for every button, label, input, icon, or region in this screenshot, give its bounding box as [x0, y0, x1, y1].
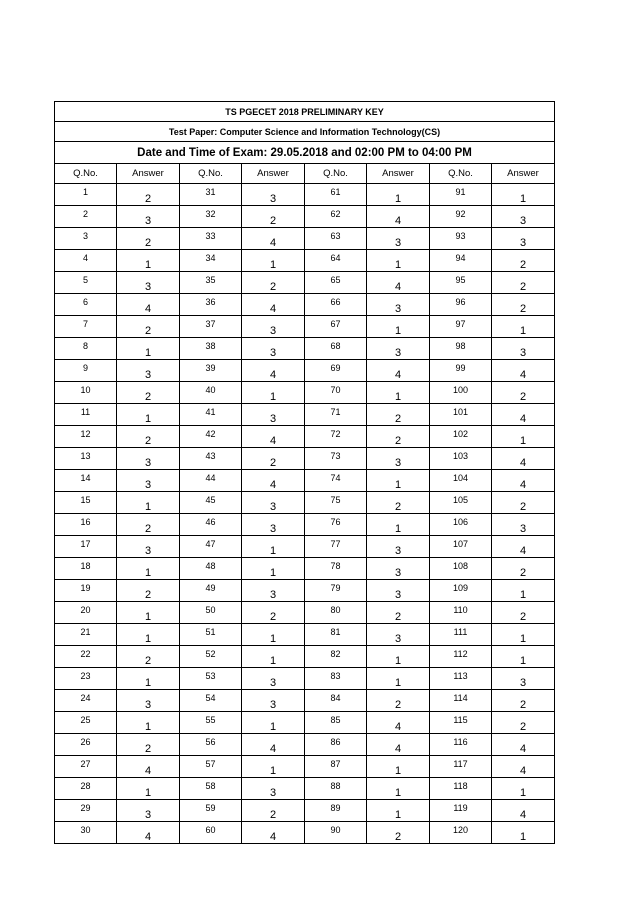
column-header: Answer — [242, 164, 305, 184]
answer-value: 2 — [117, 426, 180, 448]
table-row — [55, 580, 555, 602]
answer-value: 2 — [367, 404, 430, 426]
table-row — [55, 338, 555, 360]
question-number: 39 — [180, 360, 242, 382]
question-number: 102 — [430, 426, 492, 448]
question-number: 6 — [55, 294, 117, 316]
answer-value: 1 — [242, 756, 305, 778]
question-number: 107 — [430, 536, 492, 558]
answer-value: 1 — [367, 778, 430, 800]
answer-value: 3 — [367, 580, 430, 602]
column-header: Answer — [117, 164, 180, 184]
table-row — [55, 668, 555, 690]
question-number: 52 — [180, 646, 242, 668]
answer-value: 4 — [242, 360, 305, 382]
answer-value: 2 — [117, 316, 180, 338]
answer-value: 2 — [492, 294, 555, 316]
answer-value: 1 — [242, 536, 305, 558]
question-number: 103 — [430, 448, 492, 470]
question-number: 120 — [430, 822, 492, 844]
question-number: 7 — [55, 316, 117, 338]
answer-value: 3 — [117, 800, 180, 822]
question-number: 51 — [180, 624, 242, 646]
table-row — [55, 558, 555, 580]
question-number: 42 — [180, 426, 242, 448]
question-number: 86 — [305, 734, 367, 756]
question-number: 15 — [55, 492, 117, 514]
answer-value: 1 — [242, 624, 305, 646]
answer-value: 1 — [117, 250, 180, 272]
answer-value: 3 — [367, 448, 430, 470]
column-header: Answer — [492, 164, 555, 184]
answer-value: 3 — [242, 316, 305, 338]
question-number: 3 — [55, 228, 117, 250]
answer-value: 3 — [492, 514, 555, 536]
question-number: 67 — [305, 316, 367, 338]
question-number: 98 — [430, 338, 492, 360]
answer-value: 1 — [117, 624, 180, 646]
answer-value: 1 — [367, 470, 430, 492]
question-number: 40 — [180, 382, 242, 404]
answer-value: 1 — [492, 580, 555, 602]
table-row — [55, 382, 555, 404]
question-number: 62 — [305, 206, 367, 228]
table-row — [55, 822, 555, 844]
answer-value: 3 — [117, 470, 180, 492]
answer-value: 4 — [242, 294, 305, 316]
answer-value: 1 — [117, 404, 180, 426]
answer-value: 2 — [117, 580, 180, 602]
table-row — [55, 228, 555, 250]
question-number: 41 — [180, 404, 242, 426]
answer-value: 2 — [117, 514, 180, 536]
question-number: 105 — [430, 492, 492, 514]
table-row — [55, 624, 555, 646]
question-number: 18 — [55, 558, 117, 580]
question-number: 108 — [430, 558, 492, 580]
answer-value: 2 — [117, 184, 180, 206]
question-number: 36 — [180, 294, 242, 316]
column-header-row — [55, 164, 555, 184]
column-header: Q.No. — [430, 164, 492, 184]
answer-value: 1 — [117, 558, 180, 580]
table-row — [55, 184, 555, 206]
answer-value: 1 — [367, 184, 430, 206]
answer-value: 2 — [242, 206, 305, 228]
question-number: 12 — [55, 426, 117, 448]
question-number: 57 — [180, 756, 242, 778]
question-number: 48 — [180, 558, 242, 580]
question-number: 44 — [180, 470, 242, 492]
answer-value: 2 — [367, 426, 430, 448]
answer-value: 2 — [492, 712, 555, 734]
answer-value: 4 — [492, 448, 555, 470]
column-header: Answer — [367, 164, 430, 184]
answer-value: 2 — [492, 602, 555, 624]
question-number: 115 — [430, 712, 492, 734]
answer-value: 2 — [242, 448, 305, 470]
question-number: 2 — [55, 206, 117, 228]
answer-value: 1 — [492, 646, 555, 668]
question-number: 114 — [430, 690, 492, 712]
question-number: 21 — [55, 624, 117, 646]
question-number: 32 — [180, 206, 242, 228]
table-row — [55, 206, 555, 228]
question-number: 26 — [55, 734, 117, 756]
question-number: 78 — [305, 558, 367, 580]
answer-value: 4 — [242, 426, 305, 448]
question-number: 23 — [55, 668, 117, 690]
table-row — [55, 734, 555, 756]
question-number: 47 — [180, 536, 242, 558]
question-number: 73 — [305, 448, 367, 470]
table-row — [55, 470, 555, 492]
answer-value: 4 — [242, 734, 305, 756]
question-number: 85 — [305, 712, 367, 734]
answer-value: 4 — [492, 734, 555, 756]
answer-value: 1 — [117, 492, 180, 514]
answer-value: 4 — [367, 206, 430, 228]
table-row — [55, 712, 555, 734]
answer-value: 2 — [367, 822, 430, 844]
answer-value: 1 — [367, 250, 430, 272]
answer-value: 2 — [117, 646, 180, 668]
question-number: 93 — [430, 228, 492, 250]
answer-value: 3 — [492, 206, 555, 228]
question-number: 34 — [180, 250, 242, 272]
answer-value: 3 — [367, 228, 430, 250]
answer-value: 1 — [367, 382, 430, 404]
question-number: 60 — [180, 822, 242, 844]
answer-value: 3 — [242, 668, 305, 690]
answer-value: 2 — [117, 734, 180, 756]
answer-value: 3 — [492, 228, 555, 250]
question-number: 1 — [55, 184, 117, 206]
question-number: 25 — [55, 712, 117, 734]
question-number: 104 — [430, 470, 492, 492]
question-number: 100 — [430, 382, 492, 404]
question-number: 27 — [55, 756, 117, 778]
answer-value: 3 — [242, 184, 305, 206]
answer-value: 1 — [367, 514, 430, 536]
question-number: 35 — [180, 272, 242, 294]
answer-value: 2 — [242, 602, 305, 624]
table-row — [55, 272, 555, 294]
question-number: 82 — [305, 646, 367, 668]
answer-value: 3 — [367, 624, 430, 646]
answer-value: 1 — [117, 338, 180, 360]
question-number: 16 — [55, 514, 117, 536]
answer-value: 1 — [367, 646, 430, 668]
answer-value: 4 — [242, 228, 305, 250]
question-number: 119 — [430, 800, 492, 822]
question-number: 72 — [305, 426, 367, 448]
answer-value: 1 — [242, 558, 305, 580]
question-number: 79 — [305, 580, 367, 602]
answer-value: 1 — [117, 778, 180, 800]
answer-value: 1 — [367, 668, 430, 690]
question-number: 66 — [305, 294, 367, 316]
question-number: 92 — [430, 206, 492, 228]
answer-value: 1 — [242, 250, 305, 272]
answer-value: 2 — [367, 492, 430, 514]
answer-value: 4 — [492, 360, 555, 382]
question-number: 45 — [180, 492, 242, 514]
question-number: 11 — [55, 404, 117, 426]
question-number: 54 — [180, 690, 242, 712]
question-number: 31 — [180, 184, 242, 206]
answer-value: 3 — [117, 448, 180, 470]
table-row — [55, 602, 555, 624]
question-number: 37 — [180, 316, 242, 338]
question-number: 95 — [430, 272, 492, 294]
answer-value: 3 — [242, 514, 305, 536]
answer-value: 1 — [367, 756, 430, 778]
table-row — [55, 250, 555, 272]
question-number: 19 — [55, 580, 117, 602]
answer-value: 1 — [117, 602, 180, 624]
answer-value: 4 — [242, 470, 305, 492]
answer-value: 3 — [242, 492, 305, 514]
question-number: 20 — [55, 602, 117, 624]
question-number: 113 — [430, 668, 492, 690]
table-row — [55, 404, 555, 426]
table-row — [55, 690, 555, 712]
question-number: 91 — [430, 184, 492, 206]
question-number: 46 — [180, 514, 242, 536]
answer-value: 4 — [492, 800, 555, 822]
answer-value: 3 — [117, 272, 180, 294]
answer-value: 2 — [492, 558, 555, 580]
question-number: 118 — [430, 778, 492, 800]
question-number: 10 — [55, 382, 117, 404]
answer-value: 4 — [367, 360, 430, 382]
table-row — [55, 778, 555, 800]
table-row — [55, 360, 555, 382]
question-number: 117 — [430, 756, 492, 778]
table-row — [55, 294, 555, 316]
answer-value: 1 — [242, 382, 305, 404]
question-number: 53 — [180, 668, 242, 690]
test-paper-label: Test Paper: Computer Science and Information Technology(CS) — [55, 122, 555, 142]
question-number: 106 — [430, 514, 492, 536]
question-number: 97 — [430, 316, 492, 338]
answer-value: 1 — [492, 426, 555, 448]
table-row — [55, 800, 555, 822]
question-number: 17 — [55, 536, 117, 558]
question-number: 8 — [55, 338, 117, 360]
question-number: 69 — [305, 360, 367, 382]
question-number: 65 — [305, 272, 367, 294]
answer-value: 2 — [492, 690, 555, 712]
table-row — [55, 756, 555, 778]
answer-value: 1 — [242, 646, 305, 668]
answer-value: 3 — [367, 558, 430, 580]
question-number: 29 — [55, 800, 117, 822]
answer-value: 1 — [117, 712, 180, 734]
answer-value: 3 — [117, 536, 180, 558]
answer-value: 2 — [492, 382, 555, 404]
answer-value: 3 — [242, 580, 305, 602]
question-number: 110 — [430, 602, 492, 624]
question-number: 101 — [430, 404, 492, 426]
question-number: 63 — [305, 228, 367, 250]
question-number: 61 — [305, 184, 367, 206]
table-row — [55, 448, 555, 470]
answer-value: 2 — [242, 800, 305, 822]
question-number: 80 — [305, 602, 367, 624]
question-number: 96 — [430, 294, 492, 316]
question-number: 71 — [305, 404, 367, 426]
answer-value: 3 — [367, 536, 430, 558]
column-header: Q.No. — [180, 164, 242, 184]
answer-value: 3 — [117, 690, 180, 712]
question-number: 68 — [305, 338, 367, 360]
question-number: 76 — [305, 514, 367, 536]
answer-value: 2 — [492, 250, 555, 272]
answer-value: 4 — [492, 470, 555, 492]
table-row — [55, 492, 555, 514]
question-number: 83 — [305, 668, 367, 690]
answer-value: 4 — [367, 734, 430, 756]
answer-value: 3 — [492, 338, 555, 360]
answer-value: 1 — [492, 624, 555, 646]
answer-value: 3 — [242, 690, 305, 712]
question-number: 4 — [55, 250, 117, 272]
question-number: 22 — [55, 646, 117, 668]
question-number: 111 — [430, 624, 492, 646]
answer-value: 3 — [367, 294, 430, 316]
answer-value: 2 — [242, 272, 305, 294]
table-row — [55, 426, 555, 448]
table-row — [55, 514, 555, 536]
answer-value: 4 — [117, 822, 180, 844]
exam-date-time: Date and Time of Exam: 29.05.2018 and 02:00 PM to 04:00 PM — [55, 142, 555, 164]
answer-value: 4 — [492, 756, 555, 778]
question-number: 109 — [430, 580, 492, 602]
answer-value: 1 — [117, 668, 180, 690]
question-number: 56 — [180, 734, 242, 756]
question-number: 116 — [430, 734, 492, 756]
answer-value: 2 — [492, 492, 555, 514]
answer-value: 4 — [117, 294, 180, 316]
answer-value: 2 — [492, 272, 555, 294]
question-number: 50 — [180, 602, 242, 624]
question-number: 43 — [180, 448, 242, 470]
question-number: 88 — [305, 778, 367, 800]
question-number: 55 — [180, 712, 242, 734]
answer-value: 4 — [492, 404, 555, 426]
question-number: 112 — [430, 646, 492, 668]
question-number: 84 — [305, 690, 367, 712]
question-number: 94 — [430, 250, 492, 272]
question-number: 33 — [180, 228, 242, 250]
answer-value: 3 — [242, 338, 305, 360]
answer-value: 1 — [492, 316, 555, 338]
question-number: 87 — [305, 756, 367, 778]
answer-value: 3 — [117, 360, 180, 382]
answer-value: 3 — [242, 778, 305, 800]
question-number: 99 — [430, 360, 492, 382]
question-number: 13 — [55, 448, 117, 470]
answer-key-table — [54, 101, 555, 844]
question-number: 49 — [180, 580, 242, 602]
question-number: 28 — [55, 778, 117, 800]
question-number: 90 — [305, 822, 367, 844]
table-row — [55, 316, 555, 338]
answer-value: 3 — [492, 668, 555, 690]
answer-value: 1 — [242, 712, 305, 734]
answer-value: 3 — [117, 206, 180, 228]
table-row — [55, 536, 555, 558]
answer-value: 4 — [492, 536, 555, 558]
question-number: 14 — [55, 470, 117, 492]
answer-value: 1 — [492, 778, 555, 800]
question-number: 77 — [305, 536, 367, 558]
answer-value: 4 — [117, 756, 180, 778]
question-number: 59 — [180, 800, 242, 822]
question-number: 74 — [305, 470, 367, 492]
answer-value: 1 — [367, 316, 430, 338]
answer-value: 2 — [367, 602, 430, 624]
column-header: Q.No. — [305, 164, 367, 184]
column-header: Q.No. — [55, 164, 117, 184]
question-number: 75 — [305, 492, 367, 514]
question-number: 58 — [180, 778, 242, 800]
answer-value: 1 — [492, 822, 555, 844]
question-number: 38 — [180, 338, 242, 360]
answer-value: 4 — [367, 712, 430, 734]
question-number: 70 — [305, 382, 367, 404]
answer-value: 1 — [492, 184, 555, 206]
answer-value: 4 — [367, 272, 430, 294]
question-number: 5 — [55, 272, 117, 294]
table-row — [55, 646, 555, 668]
document-title: TS PGECET 2018 PRELIMINARY KEY — [55, 102, 555, 122]
answer-value: 2 — [117, 382, 180, 404]
answer-value: 3 — [367, 338, 430, 360]
question-number: 30 — [55, 822, 117, 844]
answer-value: 2 — [117, 228, 180, 250]
question-number: 64 — [305, 250, 367, 272]
answer-value: 4 — [242, 822, 305, 844]
question-number: 24 — [55, 690, 117, 712]
answer-value: 3 — [242, 404, 305, 426]
answer-value: 1 — [367, 800, 430, 822]
question-number: 89 — [305, 800, 367, 822]
question-number: 9 — [55, 360, 117, 382]
answer-value: 2 — [367, 690, 430, 712]
question-number: 81 — [305, 624, 367, 646]
